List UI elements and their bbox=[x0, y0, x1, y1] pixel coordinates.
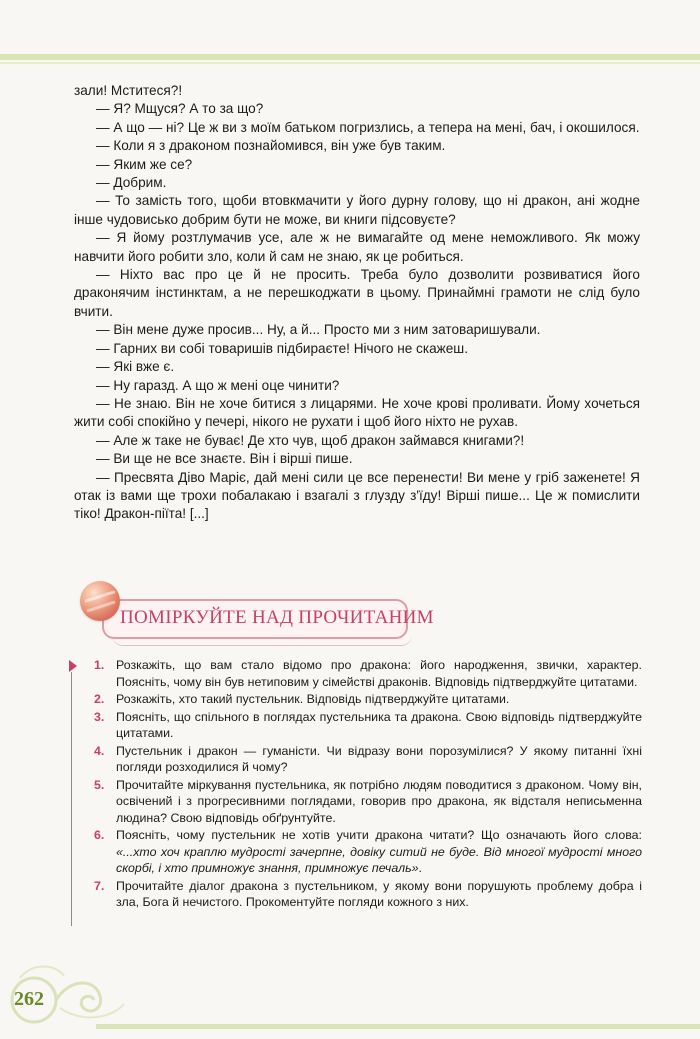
question-item bbox=[90, 827, 642, 877]
heading-flourish bbox=[112, 635, 412, 646]
questions-rule bbox=[71, 672, 72, 926]
dialogue-paragraph: — Які вже є. bbox=[96, 359, 175, 375]
dialogue-paragraph: — А що — ні? Це ж ви з моїм батьком погризлись, а тепера на мені, бач, і окошилося. bbox=[96, 119, 640, 135]
dialogue-paragraph: — То замість того, щоби втовкмачити у його дурну голову, що ні дракон, ані жодне інше чудовисько добрим бути не може, ви книги підсовуєте? bbox=[74, 193, 640, 227]
dialogue-paragraph: — Коли я з драконом познайомився, він уже був таким. bbox=[96, 138, 446, 154]
section-heading-block bbox=[74, 577, 434, 645]
dialogue-paragraph: — Ніхто вас про це й не просить. Треба було дозволити розвиватися його драконячим інстинктам, а не перешкоджати в цьому. Принаймні грамоти не слід було вчити. bbox=[74, 267, 640, 319]
dialogue-paragraph: — Він мене дуже просив... Ну, а й... Просто ми з ним затоваришували. bbox=[96, 322, 541, 338]
dialogue-paragraph: — Але ж таке не буває! Де хто чув, щоб дракон займався книгами?! bbox=[96, 432, 525, 448]
decorative-ball-icon bbox=[80, 581, 120, 621]
dialogue-paragraph: — Гарних ви собі товаришів підбираєте! Нічого не скажеш. bbox=[96, 340, 468, 356]
dialogue-paragraph: — Ви ще не все знаєте. Він і вірші пише. bbox=[96, 451, 353, 467]
dialogue-paragraph: — Не знаю. Він не хоче битися з лицарями. Не хоче крові проливати. Йому хочеться жити собі спокійно у печері, нікого не рухати і щоб його ніхто не рухав. bbox=[74, 395, 640, 430]
question-item bbox=[90, 878, 642, 911]
question-item bbox=[90, 777, 642, 827]
question-number: 6. bbox=[94, 828, 105, 842]
dialogue-paragraph: зали! Мститеся?! bbox=[74, 83, 183, 98]
question-item bbox=[90, 691, 642, 708]
question-text: Поясніть, що спільного в поглядах пустельника та дракона. Свою відповідь підтверджуйте цитатами. bbox=[116, 709, 642, 740]
dialogue-paragraph: — Я йому розтлумачив усе, але ж не вимагайте од мене неможливого. Як можу навчити його робити зло, коли й сам не знаю, як це робиться. bbox=[74, 230, 640, 264]
question-quote: «...хто хоч краплю мудрості зачерпне, довіку ситий не буде. Від многої мудрості много скорбі, і хто примножує знання, примножує печаль» bbox=[116, 844, 642, 875]
question-text: Розкажіть, що вам стало відомо про дракона: його народження, звички, характер. Поясніть, чому він був нетиповим у сімействі драконів. Відповідь підтверджуйте цитатами. bbox=[116, 658, 642, 689]
dialogue-paragraph: — Ну гаразд. А що ж мені оце чинити? bbox=[96, 377, 340, 393]
dialogue-paragraph: — Пресвята Діво Маріє, дай мені сили це все перенести! Ви мене у гріб заженете! Я отак із вами ще трохи побалакаю і взагалі з глузду з'їду! Вірші пише... Це ж помислити тіко! Дракон-піїта! [...] bbox=[74, 469, 640, 522]
question-item bbox=[90, 657, 642, 690]
bottom-decorative-bar bbox=[96, 1024, 700, 1029]
question-text: Поясніть, чому пустельник не хотів учити дракона читати? Що означають його слова: bbox=[116, 828, 642, 842]
question-text: Розкажіть, хто такий пустельник. Відповідь підтверджуйте цитатами. bbox=[116, 692, 510, 706]
question-text: Пустельник і дракон — гуманісти. Чи відразу вони порозумілися? У якому питанні їхні погляди розходилися й чому? bbox=[116, 743, 642, 774]
question-text: Прочитайте міркування пустельника, як потрібно людям поводитися з драконом. Чому він, освічений і з прогресивними поглядами, говорив про дракона, як відсталя неписьменна людина? Свою відповідь обґрунтуйте. bbox=[116, 777, 642, 825]
questions-list bbox=[90, 657, 642, 912]
question-item bbox=[90, 743, 642, 776]
dialogue-paragraph: — Добрим. bbox=[96, 175, 167, 191]
dialogue-paragraph: — Я? Мщуся? А то за що? bbox=[96, 101, 264, 117]
question-number: 4. bbox=[94, 743, 105, 758]
question-item bbox=[90, 709, 642, 742]
top-decorative-bar bbox=[0, 54, 700, 60]
question-number: 3. bbox=[94, 709, 105, 724]
section-heading: ПОМІРКУЙТЕ НАД ПРОЧИТАНИМ bbox=[120, 607, 434, 628]
question-number: 7. bbox=[94, 878, 105, 893]
questions-marker-icon bbox=[69, 660, 77, 672]
question-number: 2. bbox=[94, 692, 105, 706]
question-number: 1. bbox=[94, 658, 105, 672]
question-tail: . bbox=[418, 861, 422, 875]
page-number: 262 bbox=[14, 988, 44, 1010]
question-text: Прочитайте діалог дракона з пустельником, у якому вони порушують проблему добра і зла, Бога й нечистого. Прокоментуйте погляди кожного з них. bbox=[116, 878, 642, 909]
section-heading-frame bbox=[102, 599, 434, 639]
question-number: 5. bbox=[94, 777, 105, 792]
top-decorative-line bbox=[0, 62, 700, 64]
dialogue-text bbox=[74, 82, 640, 524]
dialogue-paragraph: — Яким же се? bbox=[96, 156, 193, 172]
